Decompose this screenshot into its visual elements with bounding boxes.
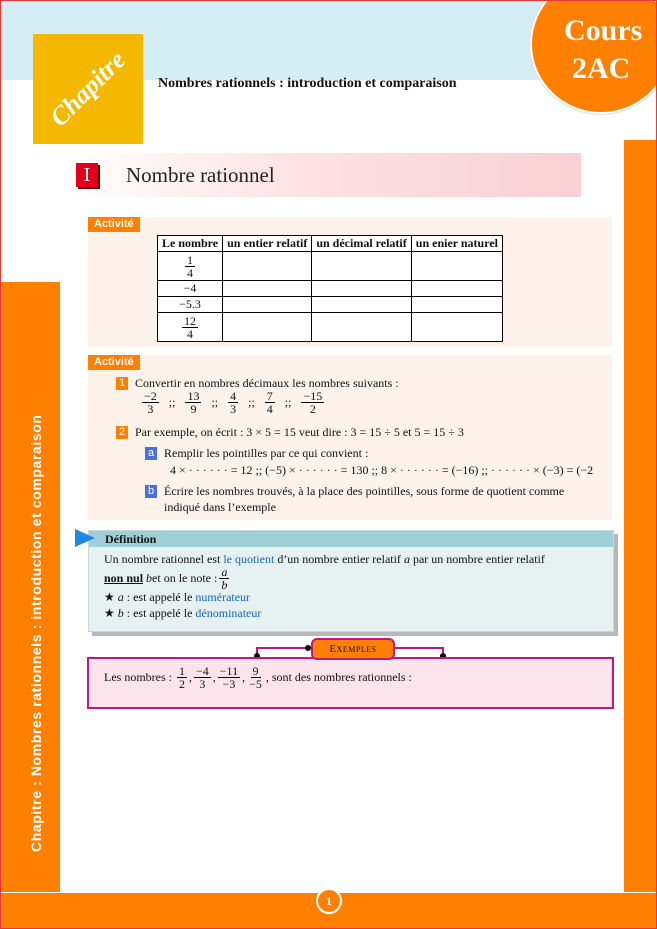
table-cell bbox=[312, 313, 411, 342]
subquestion-a-text: Remplir les pointilles par ce qui convient : bbox=[164, 446, 369, 460]
subquestion-b-line2: indiqué dans l’exemple bbox=[164, 500, 276, 514]
table-cell bbox=[223, 297, 312, 313]
section-title: Nombre rationnel bbox=[126, 163, 275, 187]
table-cell bbox=[411, 252, 502, 281]
examples-text: Les nombres : $\frac{1}{2}$ , $\frac{-4}{3}$ , $\frac{-11}{-3}$ , $\frac{9}{-5}$ , sont des nombres rationnels : bbox=[104, 664, 412, 691]
subquestion-a-label: a bbox=[145, 447, 157, 460]
arrow-icon bbox=[75, 529, 95, 547]
separator: ;; bbox=[168, 395, 176, 409]
separator: ;; bbox=[284, 395, 292, 409]
definition-header bbox=[89, 531, 613, 547]
course-badge bbox=[530, 0, 657, 114]
section-header bbox=[70, 153, 581, 197]
table-row bbox=[158, 313, 503, 342]
fraction: $\frac{12}{4}$ bbox=[184, 313, 197, 341]
page-number: 1 bbox=[316, 888, 342, 914]
subquestion-b-label: b bbox=[145, 485, 157, 498]
table-row bbox=[158, 281, 503, 297]
table-cell bbox=[312, 297, 411, 313]
chapter-label: Chapitre bbox=[44, 45, 132, 133]
fractions-to-convert bbox=[140, 390, 326, 415]
activity-1 bbox=[88, 217, 612, 347]
column-header: Le nombre bbox=[158, 236, 223, 252]
fraction: $\frac{13}{9}$ bbox=[187, 389, 200, 416]
fraction: $\frac{-2}{3}$ bbox=[144, 389, 157, 416]
table-cell bbox=[411, 281, 502, 297]
table-header-row bbox=[158, 236, 503, 252]
fraction: $\frac{1}{4}$ bbox=[187, 252, 194, 280]
table-row bbox=[158, 297, 503, 313]
highlight-quotient: le quotient bbox=[223, 552, 275, 566]
fraction: $\frac{1}{2}$ bbox=[179, 664, 185, 691]
column-header: un décimal relatif bbox=[312, 236, 411, 252]
star-icon: ★ bbox=[104, 606, 115, 620]
non-nul-emphasis: non nul bbox=[104, 571, 144, 585]
classification-table bbox=[157, 235, 503, 342]
course-level: 2AC bbox=[572, 52, 631, 85]
chapter-badge bbox=[33, 34, 143, 144]
right-orange-strip bbox=[624, 140, 657, 892]
column-header: un entier relatif bbox=[223, 236, 312, 252]
column-header: un enier naturel bbox=[411, 236, 502, 252]
fraction: $\frac{4}{3}$ bbox=[230, 389, 237, 416]
table-cell bbox=[223, 252, 312, 281]
question-1-text: Convertir en nombres décimaux les nombres suivants : bbox=[135, 376, 399, 390]
table-cell: −4 bbox=[158, 281, 223, 297]
subquestion-b-line1: Écrire les nombres trouvés, à la place des pointilles, sous forme de quotient comme bbox=[164, 484, 565, 498]
table-cell bbox=[223, 313, 312, 342]
examples-tag: Exemples bbox=[311, 638, 395, 660]
table-cell bbox=[158, 313, 223, 342]
separator: ;; bbox=[211, 395, 219, 409]
table-cell bbox=[312, 281, 411, 297]
separator: ;; bbox=[248, 395, 255, 409]
a-over-b-fraction: $\frac{a}{b}$ bbox=[221, 565, 228, 592]
table-cell bbox=[411, 297, 502, 313]
vertical-chapter-title: Chapitre : Nombres rationnels : introduction et comparaison bbox=[28, 414, 44, 852]
table-cell bbox=[411, 313, 502, 342]
section-number: I bbox=[76, 163, 98, 187]
question-1-number: 1 bbox=[116, 377, 128, 390]
definition-label: Définition bbox=[105, 532, 157, 546]
star-icon: ★ bbox=[104, 590, 115, 604]
fraction: $\frac{-15}{2}$ bbox=[303, 389, 323, 416]
question-2-number: 2 bbox=[116, 426, 128, 439]
fraction: $\frac{-4}{3}$ bbox=[196, 664, 209, 691]
table-cell bbox=[223, 281, 312, 297]
activity-2-label: Activité bbox=[88, 355, 140, 370]
definition-line2: non nul b et on le note : $\frac{a}{b}$ bbox=[104, 565, 228, 592]
course-label: Cours bbox=[564, 14, 643, 47]
definition-line1: Un nombre rationnel est le quotient d’un nombre entier relatif a par un nombre entier relatif bbox=[104, 552, 545, 566]
table-cell bbox=[158, 252, 223, 281]
fill-in-equations: 4 × · · · · · · = 12 ;; (−5) × · · · · · · = 130 ;; 8 × · · · · · · = (−16) ;; · · · · · · × (−3) = (−2 bbox=[170, 463, 594, 477]
definition-item-numerator: ★ a : est appelé le numérateur bbox=[104, 590, 251, 604]
fraction: $\frac{7}{4}$ bbox=[266, 389, 273, 416]
fraction: $\frac{9}{-5}$ bbox=[249, 664, 262, 691]
fraction: $\frac{-11}{-3}$ bbox=[219, 664, 239, 691]
table-cell bbox=[312, 252, 411, 281]
page-title: Nombres rationnels : introduction et comparaison bbox=[158, 76, 457, 91]
activity-1-label: Activité bbox=[88, 217, 140, 232]
table-cell: −5.3 bbox=[158, 297, 223, 313]
definition-item-denominator: ★ b : est appelé le dénominateur bbox=[104, 606, 262, 620]
table-row bbox=[158, 252, 503, 281]
question-2-text: Par exemple, on écrit : 3 × 5 = 15 veut dire : 3 = 15 ÷ 5 et 5 = 15 ÷ 3 bbox=[135, 425, 464, 439]
